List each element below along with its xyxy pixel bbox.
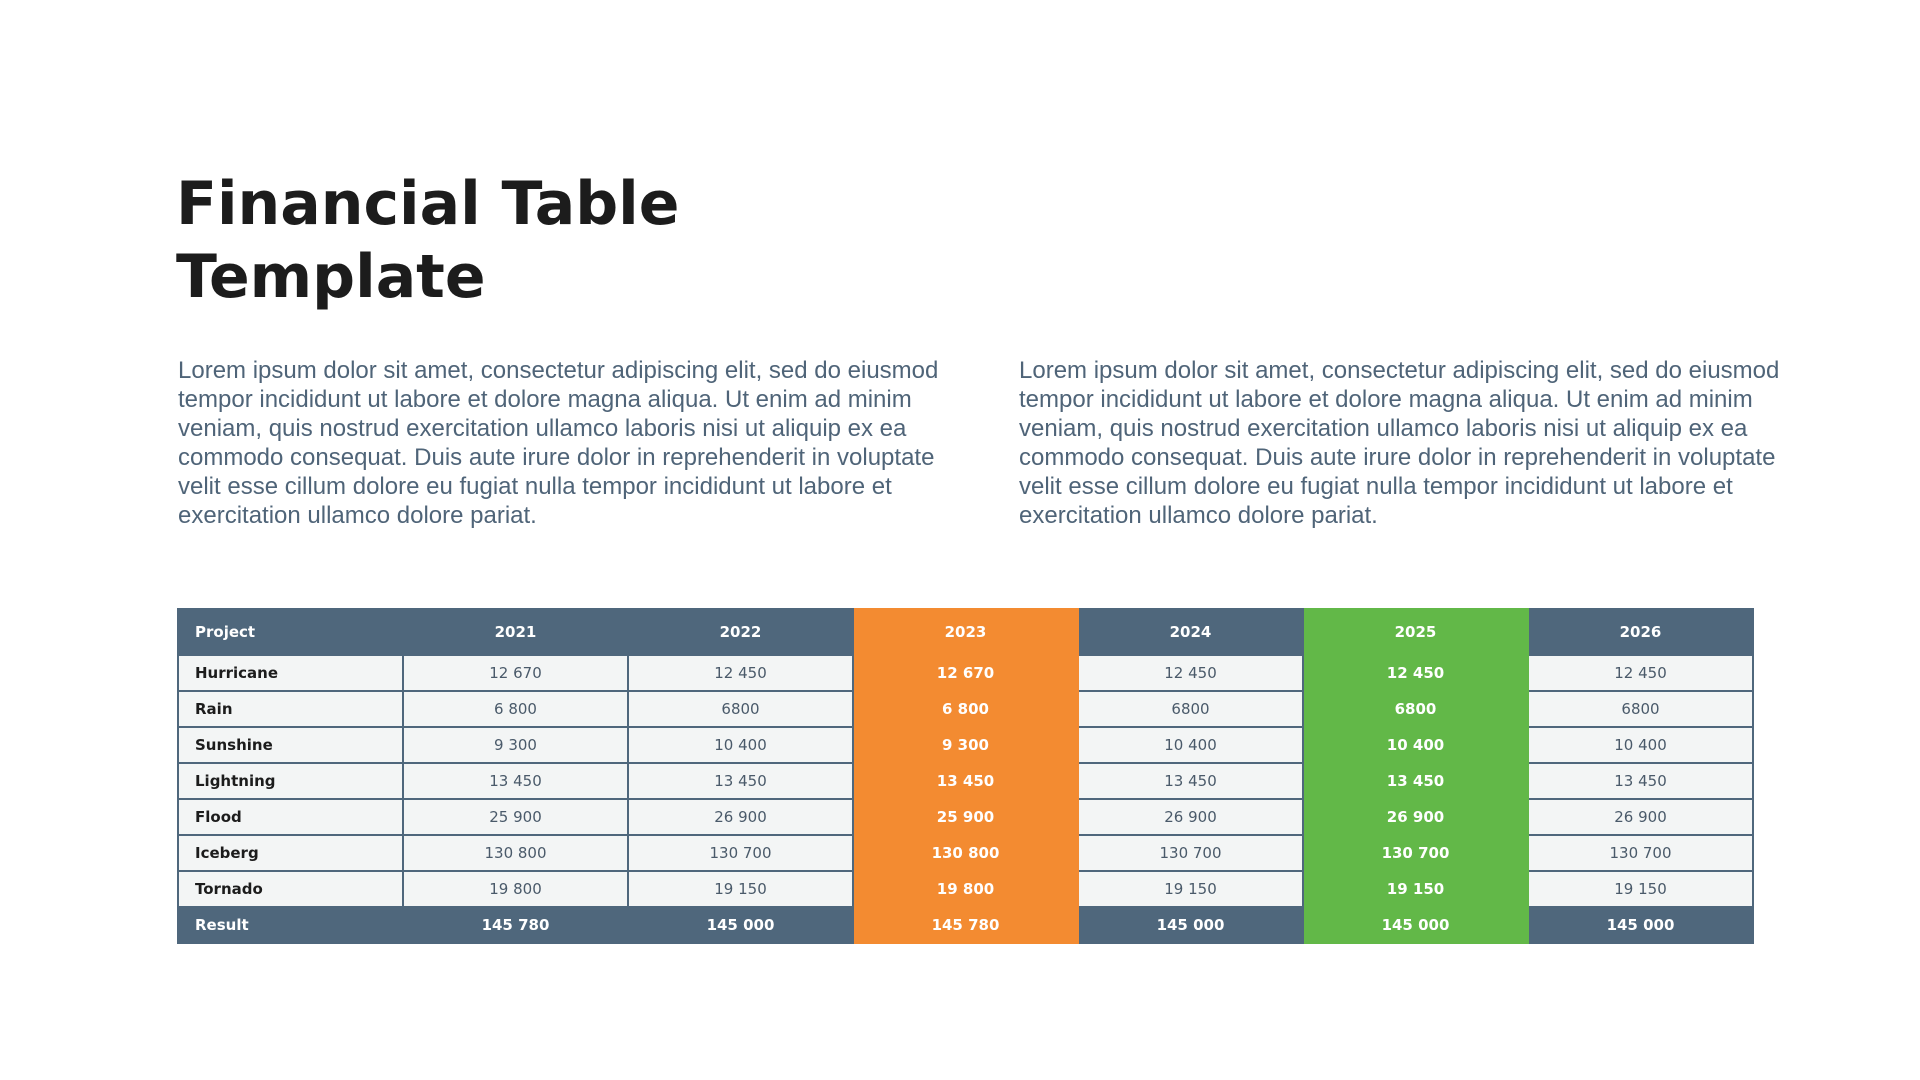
column-header-year-2025: 2025 bbox=[1303, 609, 1528, 655]
result-label: Result bbox=[178, 907, 403, 943]
table-cell: 19 150 bbox=[1303, 871, 1528, 907]
table-row bbox=[178, 799, 1753, 835]
table-cell: 10 400 bbox=[1078, 727, 1303, 763]
table-cell: 12 670 bbox=[853, 655, 1078, 691]
table-cell: 130 700 bbox=[628, 835, 853, 871]
table-row bbox=[178, 871, 1753, 907]
table-row bbox=[178, 835, 1753, 871]
table-cell: 10 400 bbox=[1303, 727, 1528, 763]
table-cell: 6 800 bbox=[403, 691, 628, 727]
table-cell: 130 700 bbox=[1078, 835, 1303, 871]
table-cell: 13 450 bbox=[1078, 763, 1303, 799]
table-cell: 19 150 bbox=[1528, 871, 1753, 907]
table-header bbox=[178, 609, 1753, 655]
table-cell: 13 450 bbox=[853, 763, 1078, 799]
table-cell: 9 300 bbox=[853, 727, 1078, 763]
table-cell: 130 800 bbox=[403, 835, 628, 871]
column-header-year-2021: 2021 bbox=[403, 609, 628, 655]
table-cell: 6800 bbox=[1078, 691, 1303, 727]
table-cell: 12 450 bbox=[1528, 655, 1753, 691]
column-header-year-2023: 2023 bbox=[853, 609, 1078, 655]
table-cell: 26 900 bbox=[1078, 799, 1303, 835]
page-title bbox=[176, 168, 876, 314]
table-cell: 13 450 bbox=[403, 763, 628, 799]
row-label: Sunshine bbox=[178, 727, 403, 763]
table-row bbox=[178, 727, 1753, 763]
table-cell: 6800 bbox=[1303, 691, 1528, 727]
table-cell: 26 900 bbox=[628, 799, 853, 835]
table-cell: 130 800 bbox=[853, 835, 1078, 871]
table-cell: 26 900 bbox=[1303, 799, 1528, 835]
table-row bbox=[178, 691, 1753, 727]
row-label: Rain bbox=[178, 691, 403, 727]
row-label: Flood bbox=[178, 799, 403, 835]
result-cell: 145 000 bbox=[628, 907, 853, 943]
title-line-2: Template bbox=[176, 242, 486, 312]
result-cell: 145 000 bbox=[1078, 907, 1303, 943]
table-row bbox=[178, 763, 1753, 799]
table-cell: 6 800 bbox=[853, 691, 1078, 727]
column-header-year-2024: 2024 bbox=[1078, 609, 1303, 655]
table-cell: 130 700 bbox=[1528, 835, 1753, 871]
table-cell: 13 450 bbox=[1303, 763, 1528, 799]
intro-paragraph-right: Lorem ipsum dolor sit amet, consectetur adipiscing elit, sed do eiusmod tempor incididunt ut labore et dolore magna aliqua. Ut enim ad minim veniam, quis nostrud exercitation ullamco laboris nisi ut aliquip ex ea commodo consequat. Duis aute irure dolor in reprehenderit in voluptate velit esse cillum dolore eu fugiat nulla tempor incididunt ut labore et exercitation ullamco dolore pariat. bbox=[1019, 357, 1780, 529]
table-body bbox=[178, 655, 1753, 907]
table-cell: 13 450 bbox=[628, 763, 853, 799]
result-row bbox=[178, 907, 1753, 943]
table-row bbox=[178, 655, 1753, 691]
table-cell: 10 400 bbox=[628, 727, 853, 763]
table-cell: 19 800 bbox=[403, 871, 628, 907]
column-header-project: Project bbox=[178, 609, 403, 655]
table-cell: 10 400 bbox=[1528, 727, 1753, 763]
table-cell: 12 670 bbox=[403, 655, 628, 691]
table-cell: 19 150 bbox=[1078, 871, 1303, 907]
table-cell: 19 150 bbox=[628, 871, 853, 907]
table-cell: 6800 bbox=[1528, 691, 1753, 727]
table-cell: 25 900 bbox=[853, 799, 1078, 835]
result-cell: 145 780 bbox=[853, 907, 1078, 943]
table-cell: 25 900 bbox=[403, 799, 628, 835]
column-header-year-2026: 2026 bbox=[1528, 609, 1753, 655]
intro-paragraph-left: Lorem ipsum dolor sit amet, consectetur adipiscing elit, sed do eiusmod tempor incididunt ut labore et dolore magna aliqua. Ut enim ad minim veniam, quis nostrud exercitation ullamco laboris nisi ut aliquip ex ea commodo consequat. Duis aute irure dolor in reprehenderit in voluptate velit esse cillum dolore eu fugiat nulla tempor incididunt ut labore et exercitation ullamco dolore pariat. bbox=[178, 357, 939, 529]
financial-table bbox=[177, 608, 1754, 944]
table-cell: 6800 bbox=[628, 691, 853, 727]
table-cell: 12 450 bbox=[1078, 655, 1303, 691]
row-label: Lightning bbox=[178, 763, 403, 799]
row-label: Tornado bbox=[178, 871, 403, 907]
result-cell: 145 000 bbox=[1303, 907, 1528, 943]
column-header-year-2022: 2022 bbox=[628, 609, 853, 655]
table-cell: 19 800 bbox=[853, 871, 1078, 907]
table-cell: 130 700 bbox=[1303, 835, 1528, 871]
title-line-1: Financial Table bbox=[176, 169, 680, 239]
header-row bbox=[178, 609, 1753, 655]
table-cell: 9 300 bbox=[403, 727, 628, 763]
table-cell: 12 450 bbox=[628, 655, 853, 691]
table-cell: 26 900 bbox=[1528, 799, 1753, 835]
result-cell: 145 000 bbox=[1528, 907, 1753, 943]
table-cell: 13 450 bbox=[1528, 763, 1753, 799]
table-footer bbox=[178, 907, 1753, 943]
table-cell: 12 450 bbox=[1303, 655, 1528, 691]
result-cell: 145 780 bbox=[403, 907, 628, 943]
row-label: Iceberg bbox=[178, 835, 403, 871]
row-label: Hurricane bbox=[178, 655, 403, 691]
